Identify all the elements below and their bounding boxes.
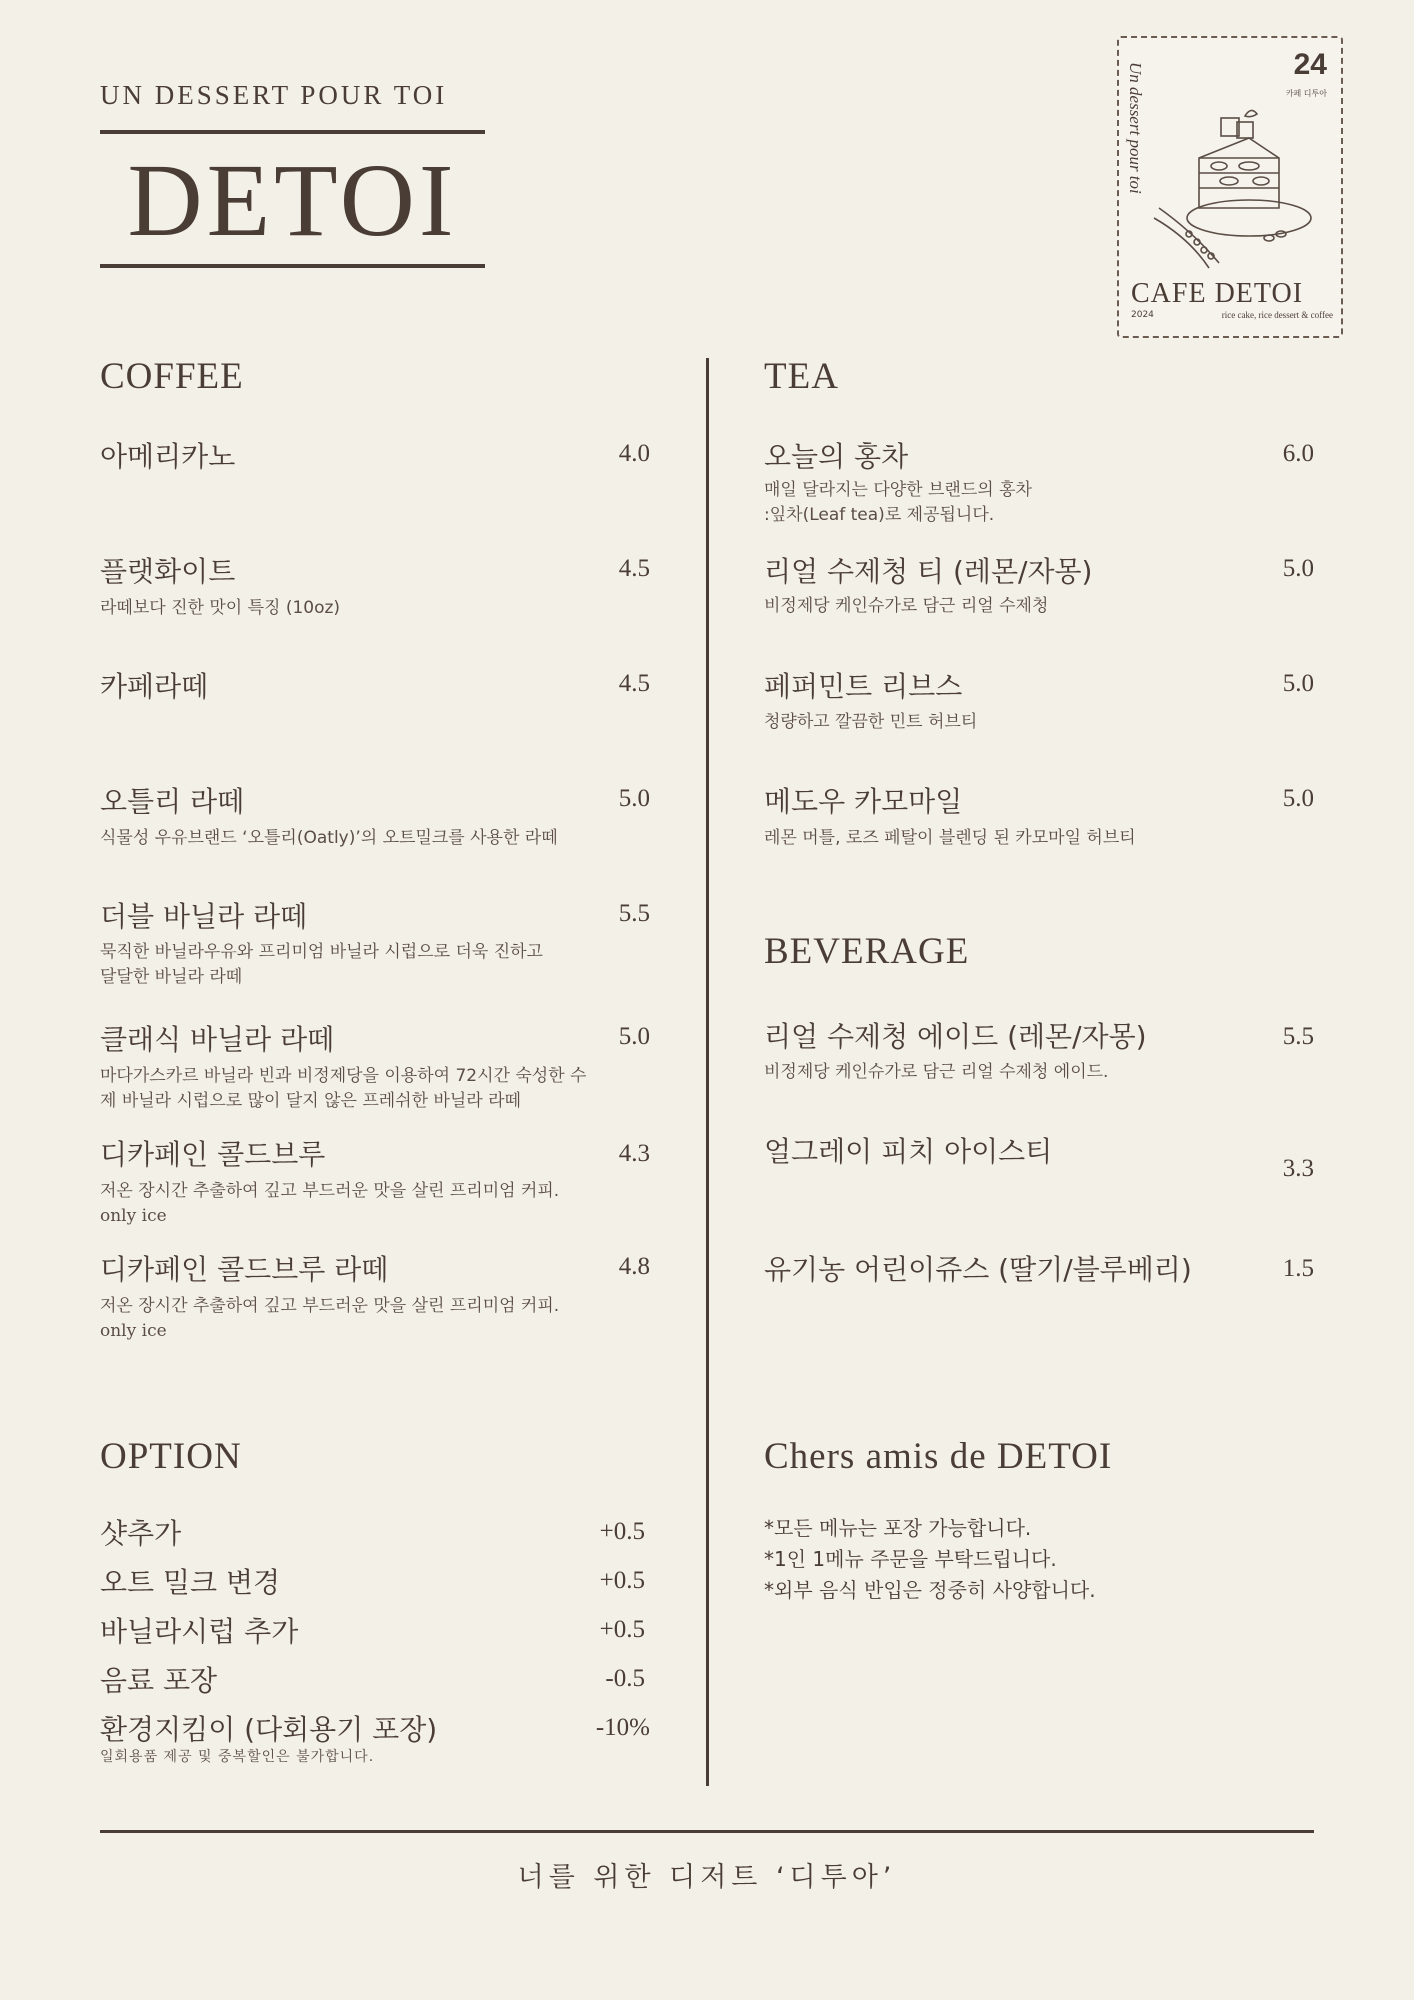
menu-item-name: 메도우 카모마일: [764, 785, 963, 818]
menu-item-name: 플랫화이트: [100, 555, 236, 588]
menu-item-desc-line2: only ice: [100, 1206, 167, 1226]
menu-item-desc: 저온 장시간 추출하여 깊고 부드러운 맛을 살린 프리미엄 커피.: [100, 1181, 560, 1201]
menu-item-price: 6.0: [1282, 440, 1314, 467]
menu-item-name: 아메리카노: [100, 440, 236, 473]
menu-item-desc: 식물성 우유브랜드 ‘오틀리(Oatly)’의 오트밀크를 사용한 라떼: [100, 828, 558, 848]
option-item-name: 환경지킴이 (다회용기 포장): [100, 1713, 438, 1746]
menu-item-name: 유기농 어린이쥬스 (딸기/블루베리): [764, 1253, 1192, 1286]
footer-rule: [100, 1830, 1314, 1833]
section-title-coffee: COFFEE: [100, 356, 244, 397]
option-item-name: 음료 포장: [100, 1664, 218, 1697]
option-footnote: 일회용품 제공 및 중복할인은 불가합니다.: [100, 1749, 375, 1765]
cake-illustration-icon: [1149, 98, 1319, 273]
section-title-option: OPTION: [100, 1436, 242, 1477]
menu-item-name: 리얼 수제청 에이드 (레몬/자몽): [764, 1020, 1147, 1053]
option-item-price: +0.5: [599, 1567, 645, 1594]
menu-item-name: 클래식 바닐라 라떼: [100, 1023, 335, 1056]
notice-line: *모든 메뉴는 포장 가능합니다.: [764, 1516, 1032, 1540]
notice-line: *1인 1메뉴 주문을 부탁드립니다.: [764, 1547, 1057, 1571]
option-item-price: +0.5: [599, 1616, 645, 1643]
menu-item-price: 4.5: [618, 670, 650, 697]
notice-line: *외부 음식 반입은 정중히 사양합니다.: [764, 1578, 1096, 1602]
menu-item-desc: 청량하고 깔끔한 민트 허브티: [764, 712, 978, 732]
menu-item-name: 카페라떼: [100, 670, 209, 703]
menu-item-desc: 저온 장시간 추출하여 깊고 부드러운 맛을 살린 프리미엄 커피.: [100, 1296, 560, 1316]
option-item-price: +0.5: [599, 1518, 645, 1545]
stamp-vertical-text: Un dessert pour toi: [1126, 62, 1145, 194]
menu-item-price: 5.0: [1282, 670, 1314, 697]
stamp-number: 24: [1293, 48, 1327, 81]
option-item-price: -0.5: [605, 1665, 645, 1692]
logo: DETOI: [127, 143, 458, 258]
option-item-name: 오트 밀크 변경: [100, 1566, 281, 1599]
menu-item-price: 4.8: [618, 1253, 650, 1280]
logo-rule-bottom: [100, 264, 485, 268]
option-item-price: -10%: [595, 1714, 650, 1741]
menu-item-name: 얼그레이 피치 아이스티: [764, 1135, 1053, 1168]
menu-item-name: 더블 바닐라 라떼: [100, 900, 308, 933]
menu-item-desc-line2: :잎차(Leaf tea)로 제공됩니다.: [764, 505, 995, 525]
menu-item-price: 5.5: [1282, 1023, 1314, 1050]
menu-item-name: 오늘의 홍차: [764, 440, 909, 473]
tagline: UN DESSERT POUR TOI: [100, 80, 448, 110]
logo-rule-top: [100, 130, 485, 134]
menu-item-price: 5.0: [1282, 555, 1314, 582]
menu-item-desc: 묵직한 바닐라우유와 프리미엄 바닐라 시럽으로 더욱 진하고: [100, 942, 543, 962]
menu-item-desc-line2: only ice: [100, 1321, 167, 1341]
menu-item-desc-line2: 달달한 바닐라 라떼: [100, 967, 243, 987]
menu-item-name: 오틀리 라떼: [100, 785, 245, 818]
stamp-number-sub: 카페 디투아: [1285, 89, 1327, 98]
menu-item-price: 4.5: [618, 555, 650, 582]
section-title-beverage: BEVERAGE: [764, 931, 970, 972]
menu-item-desc: 비정제당 케인슈가로 담근 리얼 수제청 에이드.: [764, 1062, 1109, 1082]
menu-item-name: 페퍼민트 리브스: [764, 670, 963, 703]
stamp-name: CAFE DETOI: [1131, 278, 1304, 309]
option-item-name: 바닐라시럽 추가: [100, 1615, 299, 1648]
section-title-tea: TEA: [764, 356, 839, 397]
menu-item-desc: 라떼보다 진한 맛이 특징 (10oz): [100, 598, 341, 618]
menu-item-desc: 마다가스카르 바닐라 빈과 비정제당을 이용하여 72시간 숙성한 수: [100, 1066, 587, 1086]
menu-item-name: 디카페인 콜드브루: [100, 1138, 326, 1171]
column-divider: [706, 358, 709, 1786]
menu-item-desc-line2: 제 바닐라 시럽으로 많이 달지 않은 프레쉬한 바닐라 라떼: [100, 1091, 521, 1111]
option-item-name: 샷추가: [100, 1517, 182, 1550]
menu-item-price: 4.3: [618, 1140, 650, 1167]
menu-item-name: 리얼 수제청 티 (레몬/자몽): [764, 555, 1093, 588]
footer-slogan: 너를 위한 디저트 ‘디투아’: [517, 1862, 897, 1893]
menu-item-price: 5.0: [618, 1023, 650, 1050]
menu-item-price: 5.0: [1282, 785, 1314, 812]
menu-item-price: 1.5: [1282, 1255, 1314, 1282]
stamp-year: 2024: [1131, 310, 1154, 320]
menu-item-price: 3.3: [1282, 1155, 1314, 1182]
menu-item-price: 5.0: [618, 785, 650, 812]
menu-item-price: 5.5: [618, 900, 650, 927]
menu-item-price: 4.0: [618, 440, 650, 467]
stamp-tagline: rice cake, rice dessert & coffee: [1221, 310, 1333, 320]
menu-item-name: 디카페인 콜드브루 라떼: [100, 1253, 389, 1286]
cafe-stamp: [1117, 36, 1343, 338]
menu-item-desc: 레몬 머틀, 로즈 페탈이 블렌딩 된 카모마일 허브티: [764, 828, 1136, 848]
menu-item-desc: 비정제당 케인슈가로 담근 리얼 수제청: [764, 596, 1049, 616]
section-title-notice: Chers amis de DETOI: [764, 1436, 1113, 1477]
menu-item-desc: 매일 달라지는 다양한 브랜드의 홍차: [764, 480, 1032, 500]
